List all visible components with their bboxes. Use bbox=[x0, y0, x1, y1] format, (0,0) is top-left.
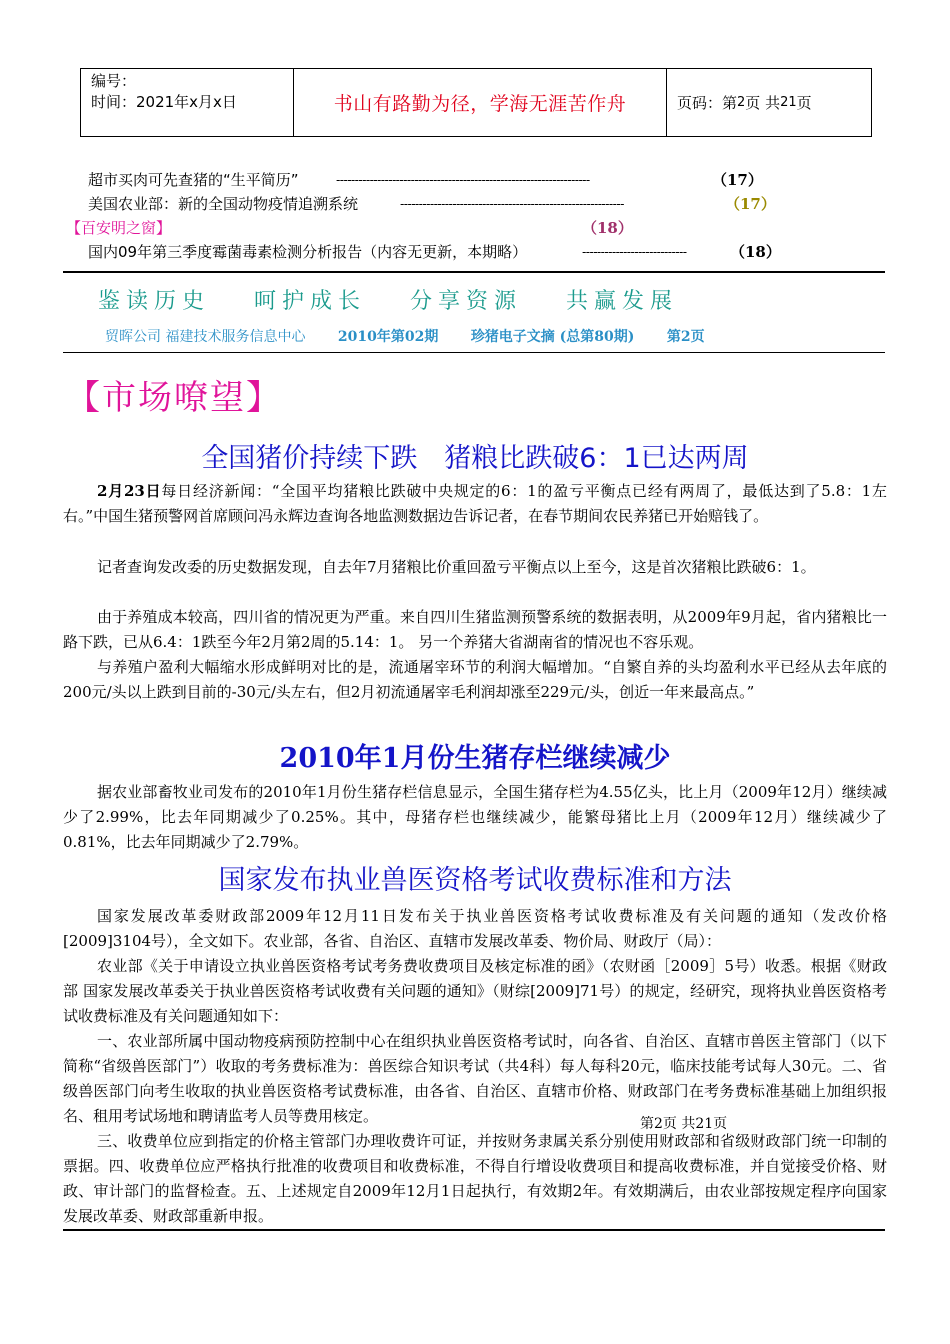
toc-dots: ---------------------------- bbox=[582, 245, 687, 259]
toc-item[interactable] bbox=[0, 240, 950, 264]
header-motto: 书山有路勤为径，学海无涯苦作舟 bbox=[294, 69, 667, 136]
slogan-item: 呵护成长 bbox=[254, 289, 367, 314]
issue-line bbox=[105, 326, 733, 346]
divider bbox=[63, 271, 885, 273]
page-footer: 第2页 共21页 bbox=[640, 1116, 728, 1132]
page-number: 2 bbox=[737, 95, 746, 110]
article-paragraph: 农业部《关于申请设立执业兽医资格考试考务费收费项目及核定标准的函》（农财函［2009］5号）收悉。根据《财政部 国家发展改革委关于执业兽医资格考试收费有关问题的通知》（财综[2009]71号）的规定，经研究，现将执业兽医资格考试收费标准及有关问题通知如下： bbox=[63, 957, 887, 1025]
issue-org: 贸晖公司 福建技术服务信息中心 bbox=[105, 329, 306, 345]
article-paragraph: 据农业部畜牧业司发布的2010年1月份生猪存栏信息显示，全国生猪存栏为4.55亿头，比上月（2009年12月）继续减少了2.99%，比去年同期减少了0.25%。其中，母猪存栏也继续减少，能繁母猪比上月（2009年12月）继续减少了0.81%，比去年同期减少了2.79%。 bbox=[63, 783, 887, 851]
divider bbox=[63, 1229, 885, 1231]
toc-item[interactable] bbox=[0, 168, 950, 192]
article-title: 国家发布执业兽医资格考试收费标准和方法 bbox=[218, 865, 732, 896]
page-total: 21 bbox=[780, 95, 797, 110]
doc-number-label: 编号： bbox=[91, 72, 137, 90]
toc-item[interactable] bbox=[0, 192, 950, 216]
slogan-item: 鉴读历史 bbox=[98, 289, 211, 314]
slogan-item: 共赢发展 bbox=[566, 289, 679, 314]
article-paragraph: 与养殖户盈利大幅缩水形成鲜明对比的是，流通屠宰环节的利润大幅增加。“自繁自养的头均盈利水平已经从去年底的200元/头以上跌到目前的-30元/头左右，但2月初流通屠宰毛利润却涨至229元/头，创近一年来最高点。” bbox=[63, 658, 887, 701]
article-paragraph: 一、农业部所属中国动物疫病预防控制中心在组织执业兽医资格考试时，向各省、自治区、直辖市兽医主管部门（以下简称“省级兽医部门”）收取的考务费标准为：兽医综合知识考试（共4科）每人每科20元，临床技能考试每人30元。二、省级兽医部门向考生收取的执业兽医资格考试费标准，由各省、自治区、直辖市价格、财政部门在考务费标准基础上加组织报名、租用考试场地和聘请监考人员等费用核定。 bbox=[63, 1032, 887, 1125]
header-meta bbox=[81, 69, 294, 136]
article-paragraph: 记者查询发改委的历史数据发现，自去年7月猪粮比价重回盈亏平衡点以上至今，这是首次猪粮比跌破6：1。 bbox=[97, 558, 816, 576]
article-paragraph: 国家发展改革委财政部2009年12月11日发布关于执业兽医资格考试收费标准及有关问题的通知（发改价格[2009]3104号），全文如下。农业部，各省、自治区、直辖市发展改革委、物价局、财政厅（局）： bbox=[63, 907, 887, 950]
article-paragraph: 三、收费单位应到指定的价格主管部门办理收费许可证，并按财务隶属关系分别使用财政部和省级财政部门统一印制的票据。四、收费单位应严格执行批准的收费项目和收费标准，不得自行增设收费项目和提高收费标准，并自觉接受价格、财政、审计部门的监督检查。五、上述规定自2009年12月1日起执行，有效期2年。有效期满后，由农业部按规定程序向国家发展改革委、财政部重新申报。 bbox=[63, 1132, 887, 1225]
article-title: 2010年1月份生猪存栏继续减少 bbox=[279, 743, 671, 774]
article-title: 全国猪价持续下跌 猪粮比跌破6：1已达两周 bbox=[201, 443, 749, 474]
section-title: 【市场嘹望】 bbox=[66, 378, 282, 418]
toc-dots: ------------------------------------------------------------ bbox=[400, 197, 624, 211]
issue-number: 2010年第02期 bbox=[337, 329, 439, 345]
toc-page-num: （17） bbox=[712, 171, 763, 189]
toc-dots: -------------------------------------------------------------------- bbox=[336, 173, 590, 187]
issue-publication: 珍猪电子文摘 (总第80期) bbox=[470, 329, 635, 345]
page-mid: 页 共 bbox=[745, 94, 781, 112]
toc-page-num: （18） bbox=[582, 219, 633, 237]
toc-item-text[interactable]: 美国农业部：新的全国动物疫情追溯系统 bbox=[88, 195, 359, 213]
page-prefix: 页码：第 bbox=[677, 94, 738, 112]
article-paragraph: 由于养殖成本较高，四川省的情况更为严重。来自四川生猪监测预警系统的数据表明，从2009年9月起，省内猪粮比一路下跌，已从6.4：1跌至今年2月第2周的5.14：1。 另一个养猪大省湖南省的情况也不容乐观。 bbox=[63, 608, 887, 651]
toc-page-num: （18） bbox=[730, 243, 781, 261]
toc-page-num: （17） bbox=[725, 195, 776, 213]
lead-date: 2月23日 bbox=[97, 482, 162, 500]
doc-time-label: 时间：2021年x月x日 bbox=[91, 93, 237, 111]
article-paragraph bbox=[63, 479, 887, 529]
slogan-item: 分享资源 bbox=[410, 289, 523, 314]
toc-item-text[interactable]: 【百安明之窗】 bbox=[66, 219, 172, 237]
divider bbox=[63, 352, 885, 353]
toc-item[interactable] bbox=[0, 216, 950, 240]
toc-item-text[interactable]: 国内09年第三季度霉菌毒素检测分析报告（内容无更新，本期略） bbox=[88, 243, 528, 261]
paragraph-text: 每日经济新闻：“全国平均猪粮比跌破中央规定的6：1的盈亏平衡点已经有两周了，最低达到了5.8：1左右。”中国生猪预警网首席顾问冯永辉边查询各地监测数据边告诉记者，在春节期间农民养猪已开始赔钱了。 bbox=[63, 482, 887, 525]
header-page-info bbox=[667, 69, 871, 136]
header-table bbox=[80, 68, 872, 137]
toc-item-text[interactable]: 超市买肉可先查猪的“生平简历” bbox=[88, 171, 299, 189]
slogan bbox=[98, 284, 722, 315]
issue-page: 第2页 bbox=[666, 329, 705, 345]
page-suffix: 页 bbox=[796, 94, 812, 112]
